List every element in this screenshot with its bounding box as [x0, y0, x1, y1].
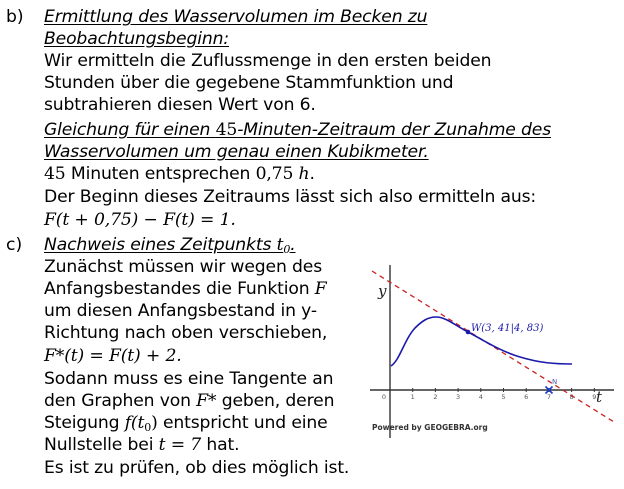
text-b2: Stunden über die gegebene Stammfunktion und [44, 73, 454, 93]
geogebra-graph [360, 260, 624, 445]
text-c2 [44, 278, 327, 300]
subscript: 0 [144, 421, 152, 434]
heading-water-volume-line2: Beobachtungsbeginn: [44, 29, 229, 49]
tick-label: 0 [381, 393, 387, 401]
marker-N-label: N [552, 378, 558, 386]
tick-label: 3 [456, 393, 461, 401]
equation-c [44, 345, 182, 367]
text: den Graphen von [44, 391, 197, 411]
section-c-label: c) [6, 235, 23, 255]
text-b5: Der Beginn dieses Zeitraums lässt sich also ermitteln aus: [44, 187, 537, 207]
hours-value: 0,75 [255, 164, 299, 184]
math: t = 7 [158, 435, 202, 455]
text-c5: Sodann muss es eine Tangente an [44, 369, 334, 389]
tick-label: 4 [478, 393, 483, 401]
text-c7 [44, 412, 328, 434]
math: ) [151, 413, 158, 433]
text-b4 [44, 163, 315, 185]
x-axis-label: t [596, 388, 603, 406]
text: Minuten entsprechen [65, 164, 256, 184]
x-tick-labels [382, 393, 596, 401]
heading-text: Gleichung für einen [44, 120, 216, 140]
text-c8 [44, 434, 239, 456]
heading-proof [44, 234, 296, 256]
tick-label: 6 [524, 393, 529, 401]
minutes-value: 45 [44, 164, 66, 184]
text-b3: subtrahieren diesen Wert von 6. [44, 95, 316, 115]
math: f(t [124, 413, 145, 433]
text: Anfangsbestandes die Funktion [44, 279, 315, 299]
var-t: t [276, 235, 284, 255]
subscript: 0 [283, 243, 291, 256]
text: . [290, 235, 296, 255]
text-c1: Zunächst müssen wir wegen des [44, 257, 322, 277]
tick-label: 1 [410, 393, 415, 401]
y-axis-label: y [378, 282, 387, 300]
equation-text: F*(t) = F(t) + 2. [44, 346, 182, 366]
text-b1: Wir ermitteln die Zuflussmenge in den ersten beiden [44, 51, 492, 71]
text: Steigung [44, 413, 125, 433]
text: . [309, 164, 315, 184]
unit: h [298, 164, 310, 184]
text-c4: Richtung nach oben verschieben, [44, 323, 328, 343]
section-b-label: b) [6, 7, 24, 27]
heading-text: -Minuten-Zeitraum der Zunahme des [237, 120, 552, 140]
point-W-label: W(3, 41|4, 83) [471, 323, 544, 334]
heading-equation-line2: Wasservolumen um genau einen Kubikmeter. [44, 142, 429, 162]
heading-equation-line1 [44, 119, 551, 141]
tick-label: 8 [569, 393, 574, 401]
text-c3: um diesen Anfangsbestand in y- [44, 301, 317, 321]
heading-number: 45 [215, 120, 238, 140]
var-Fstar: F* [196, 391, 217, 411]
tick-label: 5 [501, 393, 506, 401]
tick-label: 9 [592, 393, 597, 401]
equation-b [44, 209, 236, 231]
text-c6 [44, 390, 334, 412]
equation-text: F(t + 0,75) − F(t) = 1. [44, 210, 236, 230]
var-F: F [314, 279, 327, 299]
heading-water-volume-line1: Ermittlung des Wasservolumen im Becken zu [44, 7, 428, 27]
inflection-point-W [466, 330, 471, 335]
text: Nullstelle bei [44, 435, 159, 455]
text: geben, deren [216, 391, 335, 411]
tick-label: 2 [433, 393, 438, 401]
geogebra-credit: Powered by GEOGEBRA.org [372, 423, 488, 432]
text: entspricht und eine [157, 413, 328, 433]
text-c9: Es ist zu prüfen, ob dies möglich ist. [44, 458, 350, 478]
heading-text: Nachweis eines Zeitpunkts [44, 235, 277, 255]
text: hat. [201, 435, 240, 455]
tangent-line [372, 271, 614, 422]
tick-label: 7 [546, 393, 551, 401]
